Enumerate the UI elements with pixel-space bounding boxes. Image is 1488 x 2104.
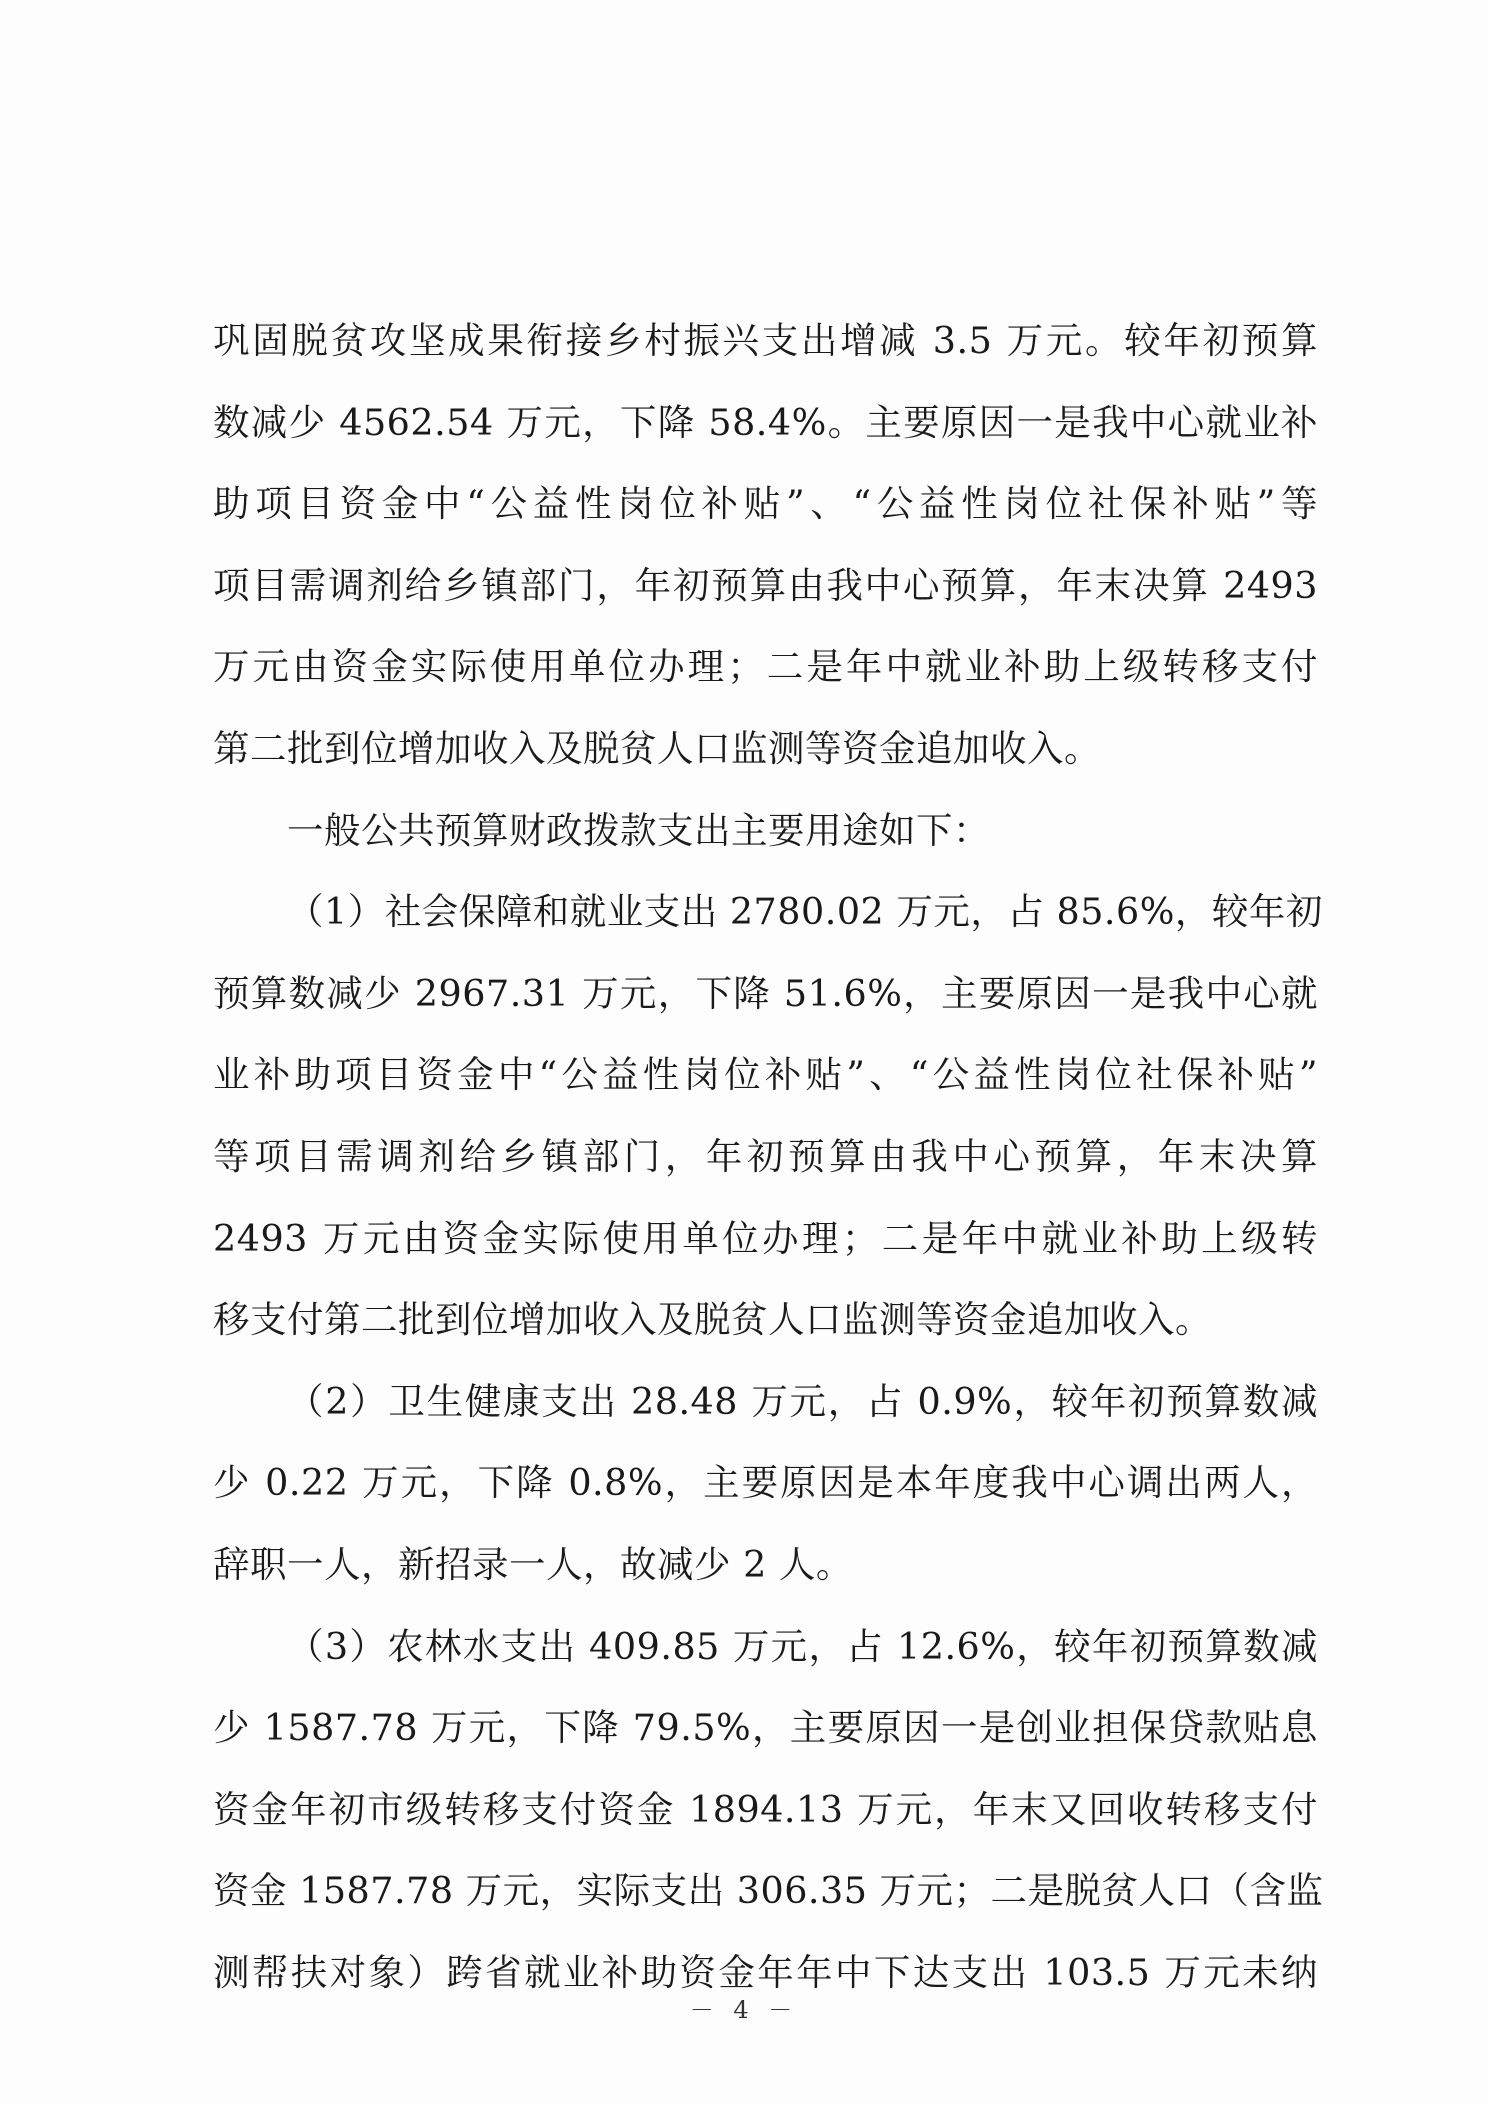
body-text	[213, 300, 1324, 2013]
text-line: 项目需调剂给乡镇部门，年初预算由我中心预算，年末决算 2493	[213, 563, 1318, 607]
text-line: 一般公共预算财政拨款支出主要用途如下：	[287, 808, 990, 852]
text-line: （2）卫生健康支出 28.48 万元，占 0.9%，较年初预算数减	[287, 1379, 1318, 1423]
text-line: （1）社会保障和就业支出 2780.02 万元，占 85.6%，较年初	[287, 890, 1323, 934]
page-number: － 4 －	[689, 1996, 799, 2024]
text-line: 移支付第二批到位增加收入及脱贫人口监测等资金追加收入。	[213, 1298, 1212, 1342]
text-line: 辞职一人，新招录一人，故减少 2 人。	[213, 1542, 853, 1586]
text-line: 测帮扶对象）跨省就业补助资金年年中下达支出 103.5 万元未纳	[213, 1950, 1318, 1994]
text-line: 预算数减少 2967.31 万元，下降 51.6%，主要原因一是我中心就	[213, 971, 1318, 1015]
text-line: 少 0.22 万元，下降 0.8%，主要原因是本年度我中心调出两人，	[213, 1461, 1318, 1505]
text-line: 数减少 4562.54 万元，下降 58.4%。主要原因一是我中心就业补	[213, 400, 1318, 444]
text-line: 2493 万元由资金实际使用单位办理；二是年中就业补助上级转	[213, 1216, 1318, 1260]
text-line: 资金年初市级转移支付资金 1894.13 万元，年末又回收转移支付	[213, 1787, 1318, 1831]
text-line: 资金 1587.78 万元，实际支出 306.35 万元；二是脱贫人口（含监	[213, 1869, 1324, 1913]
text-line: 第二批到位增加收入及脱贫人口监测等资金追加收入。	[213, 726, 1101, 770]
text-line: 少 1587.78 万元，下降 79.5%，主要原因一是创业担保贷款贴息	[213, 1706, 1318, 1750]
text-line: 业补助项目资金中“公益性岗位补贴”、“公益性岗位社保补贴”	[213, 1053, 1318, 1097]
text-line: 万元由资金实际使用单位办理；二是年中就业补助上级转移支付	[213, 645, 1318, 689]
text-line: 等项目需调剂给乡镇部门，年初预算由我中心预算，年末决算	[213, 1134, 1318, 1178]
text-line: 助项目资金中“公益性岗位补贴”、“公益性岗位社保补贴”等	[213, 482, 1318, 526]
text-line: （3）农林水支出 409.85 万元，占 12.6%，较年初预算数减	[287, 1624, 1318, 1668]
text-line: 巩固脱贫攻坚成果衔接乡村振兴支出增减 3.5 万元。较年初预算	[213, 319, 1318, 362]
